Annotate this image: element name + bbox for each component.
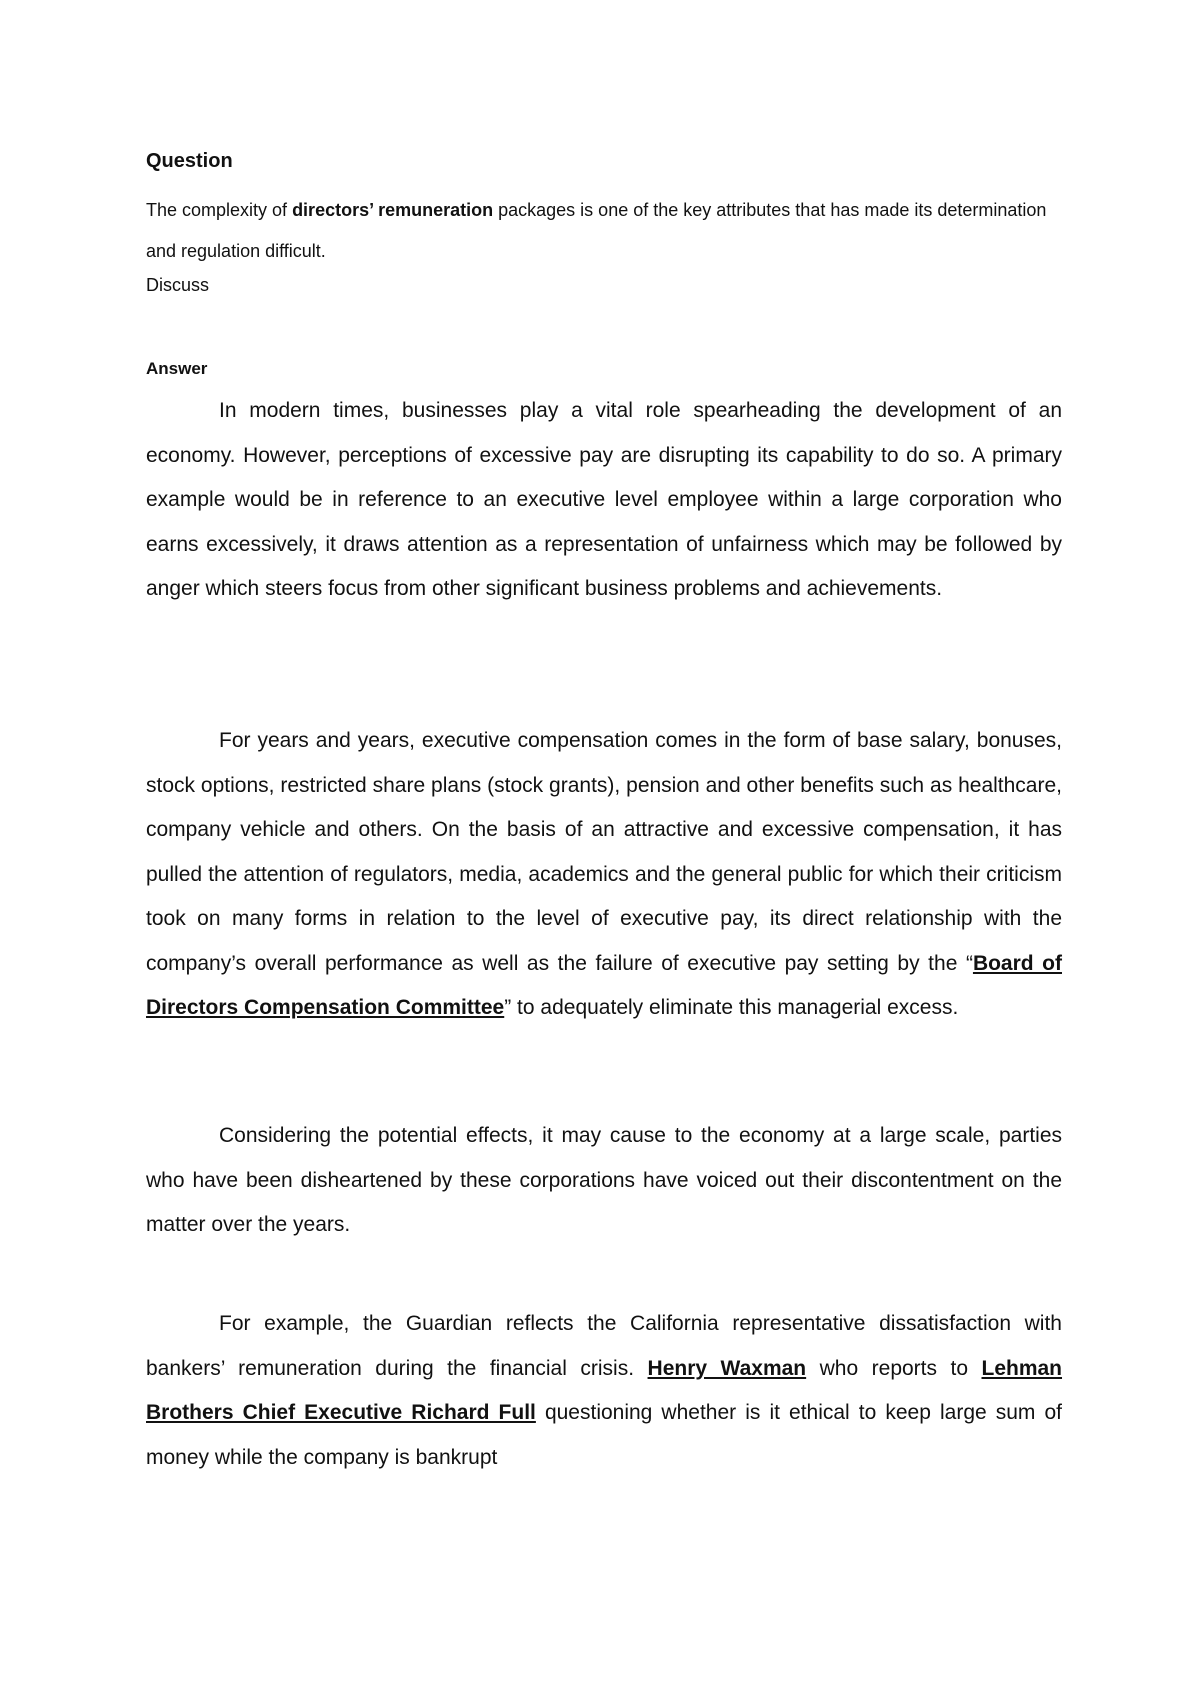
answer-paragraph-2-part1: For years and years, executive compensation comes in the form of base salary, bonuses, stock options, restricted share plans (stock grants), pension and other benefits such as healthcare, company vehicle and others. On the basis of an attractive and excessive compensation, it has pulled the attention of regulators, media, academics and the general public for which their criticism took on many forms in relation to the level of executive pay, its direct relationship with the company’s overall performance as well as the failure of executive pay setting by the “	[146, 729, 1062, 975]
question-discuss: Discuss	[146, 275, 210, 295]
answer-paragraph-4	[146, 1302, 1062, 1480]
question-text-part1: The complexity of	[146, 200, 293, 220]
answer-paragraph-3: Considering the potential effects, it may cause to the economy at a large scale, parties who have been disheartened by these corporations have voiced out their discontentment on the matter over the years.	[146, 1124, 1062, 1236]
question-heading: Question	[146, 150, 233, 172]
answer-paragraph-4-part3: questioning whether is it ethical to keep large sum of money while the company is bankrupt	[146, 1401, 1062, 1469]
answer-paragraph-2-part2: ” to adequately eliminate this managerial excess.	[504, 996, 959, 1019]
question-text	[146, 190, 1062, 272]
question-text-bold: directors’ remuneration	[292, 200, 494, 220]
henry-waxman-reference: Henry Waxman	[647, 1356, 807, 1380]
answer-paragraph-1: In modern times, businesses play a vital role spearheading the development of an economy. However, perceptions of excessive pay are disrupting its capability to do so. A primary example would be in reference to an executive level employee within a large corporation who earns excessively, it draws attention as a representation of unfairness which may be followed by anger which steers focus from other significant business problems and achievements.	[146, 399, 1062, 600]
answer-paragraph-4-part1: For example, the Guardian reflects the California representative dissatisfaction with bankers’ remuneration during the financial crisis.	[146, 1312, 1062, 1380]
answer-paragraph-2	[146, 719, 1062, 1031]
answer-heading: Answer	[146, 359, 208, 378]
lehman-ceo-reference: Lehman Brothers Chief Executive Richard Full	[146, 1356, 1063, 1424]
answer-paragraph-4-part2: who reports to	[806, 1356, 982, 1380]
board-committee-reference: Board of Directors Compensation Committee	[146, 951, 1062, 1019]
question-text-part2: packages is one of the key attributes that has made its determination and regulation difficult.	[146, 200, 1047, 261]
